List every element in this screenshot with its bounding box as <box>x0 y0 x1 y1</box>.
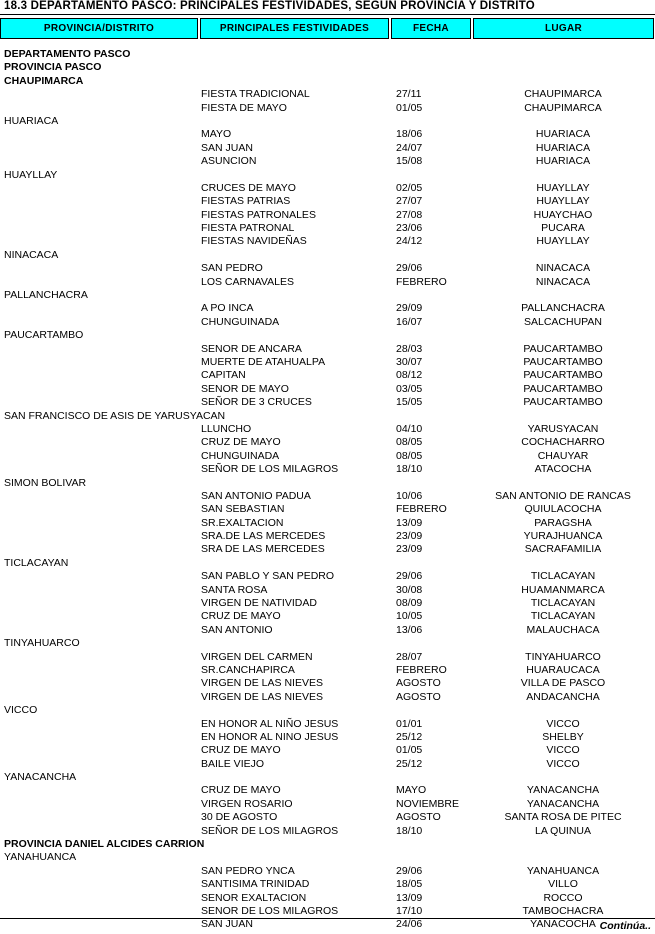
place-cell: HUAYLLAY <box>536 235 590 248</box>
district-name: HUAYLLAY <box>4 168 58 181</box>
place-cell: PAUCARTAMBO <box>523 396 603 409</box>
date-cell: MAYO <box>396 784 427 797</box>
place-cell: PAUCARTAMBO <box>523 342 603 355</box>
date-cell: 13/09 <box>396 516 423 529</box>
festival-cell: VIRGEN DEL CARMEN <box>201 650 313 663</box>
festival-cell: SENOR DE MAYO <box>201 382 289 395</box>
festival-cell: SENOR EXALTACION <box>201 891 307 904</box>
table-row <box>0 651 655 664</box>
table-row <box>0 718 655 731</box>
table-row <box>0 128 655 141</box>
place-cell: ROCCO <box>543 891 583 904</box>
district-row <box>0 289 655 302</box>
festival-cell: SEÑOR DE LOS MILAGROS <box>201 463 339 476</box>
place-cell: HUARIACA <box>535 155 591 168</box>
place-cell: YANACANCHA <box>526 797 600 810</box>
district-row <box>0 329 655 342</box>
table-row <box>0 88 655 101</box>
festival-cell: SAN ANTONIO PADUA <box>201 489 311 502</box>
festival-cell: SAN PABLO Y SAN PEDRO <box>201 570 335 583</box>
festival-cell: SR.CANCHAPIRCA <box>201 663 295 676</box>
section-heading-row <box>0 838 655 851</box>
table-row <box>0 584 655 597</box>
date-cell: 08/05 <box>396 449 423 462</box>
festival-cell: VIRGEN DE NATIVIDAD <box>201 597 317 610</box>
date-cell: 30/08 <box>396 583 423 596</box>
place-cell: HUARIACA <box>535 141 591 154</box>
place-cell: CHAUPIMARCA <box>524 88 602 101</box>
table-row <box>0 503 655 516</box>
place-cell: HUAYLLAY <box>536 181 590 194</box>
date-cell: FEBRERO <box>396 663 447 676</box>
table-row <box>0 610 655 623</box>
table-row <box>0 517 655 530</box>
header-place-label: LUGAR <box>544 23 583 34</box>
festival-cell: A PO INCA <box>201 302 254 315</box>
date-cell: 28/07 <box>396 650 423 663</box>
festival-cell: SRA.DE LAS MERCEDES <box>201 530 326 543</box>
festival-cell: FIESTA DE MAYO <box>201 101 287 114</box>
festival-cell: SANTA ROSA <box>201 583 268 596</box>
district-name: YANAHUANCA <box>4 851 77 864</box>
date-cell: 23/06 <box>396 222 423 235</box>
date-cell: 13/06 <box>396 623 423 636</box>
place-cell: YANAHUANCA <box>526 864 600 877</box>
section-heading: PROVINCIA DANIEL ALCIDES CARRION <box>4 838 205 851</box>
district-name: VICCO <box>4 704 38 717</box>
table-row <box>0 543 655 556</box>
festival-cell: VIRGEN DE LAS NIEVES <box>201 690 323 703</box>
place-cell: TICLACAYAN <box>530 610 596 623</box>
page-title: 18.3 DEPARTAMENTO PASCO: PRINCIPALES FESTIVIDADES, SEGUN PROVINCIA Y DISTRITO <box>4 0 535 12</box>
date-cell: 27/07 <box>396 195 423 208</box>
festival-cell: VIRGEN DE LAS NIEVES <box>201 677 323 690</box>
date-cell: FEBRERO <box>396 275 447 288</box>
table-row <box>0 677 655 690</box>
date-cell: 28/03 <box>396 342 423 355</box>
date-cell: 04/10 <box>396 422 423 435</box>
date-cell: 29/06 <box>396 262 423 275</box>
district-row <box>0 771 655 784</box>
festival-cell: LOS CARNAVALES <box>201 275 294 288</box>
section-heading-row <box>0 75 655 88</box>
festival-cell: SR.EXALTACION <box>201 516 284 529</box>
date-cell: 27/11 <box>396 88 422 101</box>
festival-cell: FIESTA PATRONAL <box>201 222 295 235</box>
district-name: TINYAHUARCO <box>4 637 80 650</box>
table-row <box>0 463 655 476</box>
table-row <box>0 423 655 436</box>
place-cell: NINACACA <box>535 275 591 288</box>
continue-note: Continúa.. <box>599 920 651 932</box>
date-cell: 10/05 <box>396 610 423 623</box>
date-cell: 16/07 <box>396 315 423 328</box>
festival-cell: FIESTAS NAVIDEÑAS <box>201 235 307 248</box>
festival-cell: EN HONOR AL NINO JESUS <box>201 730 339 743</box>
date-cell: 25/12 <box>396 730 423 743</box>
festival-cell: 30 DE AGOSTO <box>201 811 278 824</box>
festival-cell: EN HONOR AL NIÑO JESUS <box>201 717 339 730</box>
place-cell: YANACOCHA <box>530 918 596 931</box>
date-cell: AGOSTO <box>396 677 441 690</box>
table-row <box>0 383 655 396</box>
title-divider <box>0 14 655 15</box>
table-row <box>0 624 655 637</box>
place-cell: SAN ANTONIO DE RANCAS <box>495 489 631 502</box>
table-row <box>0 731 655 744</box>
table-row <box>0 758 655 771</box>
place-cell: NINACACA <box>535 262 591 275</box>
festival-cell: VIRGEN ROSARIO <box>201 797 293 810</box>
festival-cell: LLUNCHO <box>201 422 252 435</box>
festival-cell: SAN JUAN <box>201 918 253 931</box>
festival-cell: CHUNGUINADA <box>201 315 280 328</box>
place-cell: LA QUINUA <box>534 824 592 837</box>
place-cell: CHAUPIMARCA <box>524 101 602 114</box>
place-cell: VILLO <box>548 878 578 891</box>
district-row <box>0 169 655 182</box>
date-cell: 18/05 <box>396 878 423 891</box>
table-row <box>0 155 655 168</box>
festival-cell: SAN PEDRO <box>201 262 263 275</box>
place-cell: SHELBY <box>542 730 584 743</box>
place-cell: CHAUYAR <box>537 449 589 462</box>
date-cell: NOVIEMBRE <box>396 797 460 810</box>
place-cell: HUAYLLAY <box>536 195 590 208</box>
place-cell: PALLANCHACRA <box>521 302 605 315</box>
table-row <box>0 316 655 329</box>
place-cell: VILLA DE PASCO <box>520 677 606 690</box>
table-row <box>0 570 655 583</box>
place-cell: PAUCARTAMBO <box>523 369 603 382</box>
festival-cell: CHUNGUINADA <box>201 449 280 462</box>
table-row <box>0 597 655 610</box>
district-name: TICLACAYAN <box>4 556 69 569</box>
table-row <box>0 530 655 543</box>
place-cell: SANTA ROSA DE PITEC <box>504 811 622 824</box>
festival-cell: SEÑOR DE LOS MILAGROS <box>201 824 339 837</box>
table-row <box>0 302 655 315</box>
date-cell: FEBRERO <box>396 503 447 516</box>
district-name: PALLANCHACRA <box>4 289 88 302</box>
table-row <box>0 235 655 248</box>
section-heading: PROVINCIA PASCO <box>4 61 102 74</box>
date-cell: 30/07 <box>396 355 423 368</box>
date-cell: 18/10 <box>396 463 423 476</box>
header-date-label: FECHA <box>413 23 449 34</box>
date-cell: 10/06 <box>396 489 423 502</box>
date-cell: 23/09 <box>396 530 423 543</box>
festival-cell: SAN JUAN <box>201 141 253 154</box>
table-row <box>0 102 655 115</box>
place-cell: PAUCARTAMBO <box>523 355 603 368</box>
place-cell: VICCO <box>546 757 580 770</box>
date-cell: 23/09 <box>396 543 423 556</box>
table-row <box>0 343 655 356</box>
table-row <box>0 396 655 409</box>
date-cell: 08/05 <box>396 436 423 449</box>
header-festival <box>200 18 389 39</box>
date-cell: 02/05 <box>396 181 423 194</box>
festival-cell: SENOR DE LOS MILAGROS <box>201 905 339 917</box>
table-row <box>0 182 655 195</box>
table-row <box>0 195 655 208</box>
section-heading-row <box>0 48 655 61</box>
date-cell: 15/08 <box>396 155 423 168</box>
table-row <box>0 892 655 905</box>
date-cell: 29/06 <box>396 570 423 583</box>
table-row <box>0 356 655 369</box>
place-cell: PUCARA <box>541 222 585 235</box>
festival-cell: CRUZ DE MAYO <box>201 610 281 623</box>
table-row <box>0 878 655 891</box>
district-name: SIMON BOLIVAR <box>4 476 87 489</box>
place-cell: TICLACAYAN <box>530 570 596 583</box>
place-cell: YURAJHUANCA <box>523 530 603 543</box>
festival-cell: MUERTE DE ATAHUALPA <box>201 355 326 368</box>
place-cell: HUAMANMARCA <box>521 583 605 596</box>
festivities-table <box>0 48 655 932</box>
date-cell: 13/09 <box>396 891 423 904</box>
table-row <box>0 209 655 222</box>
district-row <box>0 637 655 650</box>
date-cell: AGOSTO <box>396 811 441 824</box>
district-name: SAN FRANCISCO DE ASIS DE YARUSYACAN <box>4 409 226 422</box>
section-heading: DEPARTAMENTO PASCO <box>4 48 131 60</box>
table-row <box>0 825 655 838</box>
date-cell: 27/08 <box>396 208 423 221</box>
district-row <box>0 704 655 717</box>
district-name: YANACANCHA <box>4 771 77 784</box>
table-row <box>0 436 655 449</box>
date-cell: 08/09 <box>396 597 423 610</box>
section-heading: CHAUPIMARCA <box>4 74 84 87</box>
table-row <box>0 691 655 704</box>
festival-cell: FIESTA TRADICIONAL <box>201 88 310 101</box>
place-cell: QUIULACOCHA <box>524 503 602 516</box>
district-row <box>0 557 655 570</box>
table-row <box>0 664 655 677</box>
district-row <box>0 410 655 423</box>
place-cell: YANACANCHA <box>526 784 600 797</box>
festival-cell: CRUZ DE MAYO <box>201 784 281 797</box>
festival-cell: SAN PEDRO YNCA <box>201 864 295 877</box>
date-cell: 15/05 <box>396 396 423 409</box>
table-row <box>0 369 655 382</box>
place-cell: VICCO <box>546 717 580 730</box>
table-row <box>0 490 655 503</box>
festival-cell: SENOR DE ANCARA <box>201 342 302 355</box>
date-cell: AGOSTO <box>396 690 441 703</box>
festival-cell: SAN ANTONIO <box>201 623 273 636</box>
header-festival-label: PRINCIPALES FESTIVIDADES <box>219 23 370 34</box>
festival-cell: CRUCES DE MAYO <box>201 181 296 194</box>
place-cell: ANDACANCHA <box>526 690 600 703</box>
place-cell: PAUCARTAMBO <box>523 382 603 395</box>
table-row <box>0 276 655 289</box>
district-row <box>0 115 655 128</box>
festival-cell: SAN SEBASTIAN <box>201 503 285 516</box>
header-district <box>0 18 198 39</box>
table-row <box>0 811 655 824</box>
footer-divider <box>0 918 655 919</box>
place-cell: HUARIACA <box>535 128 591 141</box>
place-cell: SACRAFAMILIA <box>524 543 602 556</box>
place-cell: COCHACHARRO <box>521 436 605 449</box>
place-cell: TAMBOCHACRA <box>522 905 604 917</box>
date-cell: 01/01 <box>396 717 423 730</box>
section-heading-row <box>0 61 655 74</box>
date-cell: 01/05 <box>396 744 423 757</box>
table-row <box>0 865 655 878</box>
place-cell: TINYAHUARCO <box>525 650 601 663</box>
table-row <box>0 142 655 155</box>
festival-cell: SANTISIMA TRINIDAD <box>201 878 310 891</box>
table-row <box>0 744 655 757</box>
place-cell: ATACOCHA <box>534 463 592 476</box>
festival-cell: BAILE VIEJO <box>201 757 265 770</box>
table-row <box>0 262 655 275</box>
date-cell: 24/12 <box>396 235 423 248</box>
festival-cell: SRA DE LAS MERCEDES <box>201 543 325 556</box>
place-cell: TICLACAYAN <box>530 597 596 610</box>
date-cell: 01/05 <box>396 101 423 114</box>
district-name: PAUCARTAMBO <box>4 329 84 342</box>
festival-cell: CRUZ DE MAYO <box>201 744 281 757</box>
date-cell: 25/12 <box>396 757 423 770</box>
date-cell: 18/06 <box>396 128 423 141</box>
district-name: HUARIACA <box>4 114 59 127</box>
festival-cell: ASUNCION <box>201 155 257 168</box>
festival-cell: CAPITAN <box>201 369 246 382</box>
date-cell: 29/06 <box>396 864 423 877</box>
date-cell: 29/09 <box>396 302 423 315</box>
date-cell: 24/07 <box>396 141 423 154</box>
district-name: NINACACA <box>4 248 59 261</box>
place-cell: PARAGSHA <box>534 516 592 529</box>
table-row <box>0 450 655 463</box>
header-place <box>473 18 654 39</box>
header-district-label: PROVINCIA/DISTRITO <box>43 23 155 34</box>
festival-cell: FIESTAS PATRONALES <box>201 208 316 221</box>
place-cell: SALCACHUPAN <box>524 315 602 328</box>
district-row <box>0 851 655 864</box>
place-cell: HUAYCHAO <box>533 208 593 221</box>
table-row <box>0 918 655 931</box>
date-cell: 18/10 <box>396 824 423 837</box>
place-cell: MALAUCHACA <box>526 623 600 636</box>
date-cell: 17/10 <box>396 905 423 917</box>
district-row <box>0 249 655 262</box>
table-row <box>0 784 655 797</box>
festival-cell: CRUZ DE MAYO <box>201 436 281 449</box>
festival-cell: MAYO <box>201 128 232 141</box>
table-row <box>0 222 655 235</box>
table-row <box>0 905 655 918</box>
date-cell: 03/05 <box>396 382 423 395</box>
district-row <box>0 477 655 490</box>
festival-cell: FIESTAS PATRIAS <box>201 195 291 208</box>
table-row <box>0 798 655 811</box>
festival-cell: SEÑOR DE 3 CRUCES <box>201 396 312 409</box>
place-cell: HUARAUCACA <box>526 663 600 676</box>
header-date <box>391 18 471 39</box>
place-cell: VICCO <box>546 744 580 757</box>
date-cell: 24/06 <box>396 918 423 931</box>
date-cell: 08/12 <box>396 369 423 382</box>
place-cell: YARUSYACAN <box>527 422 599 435</box>
